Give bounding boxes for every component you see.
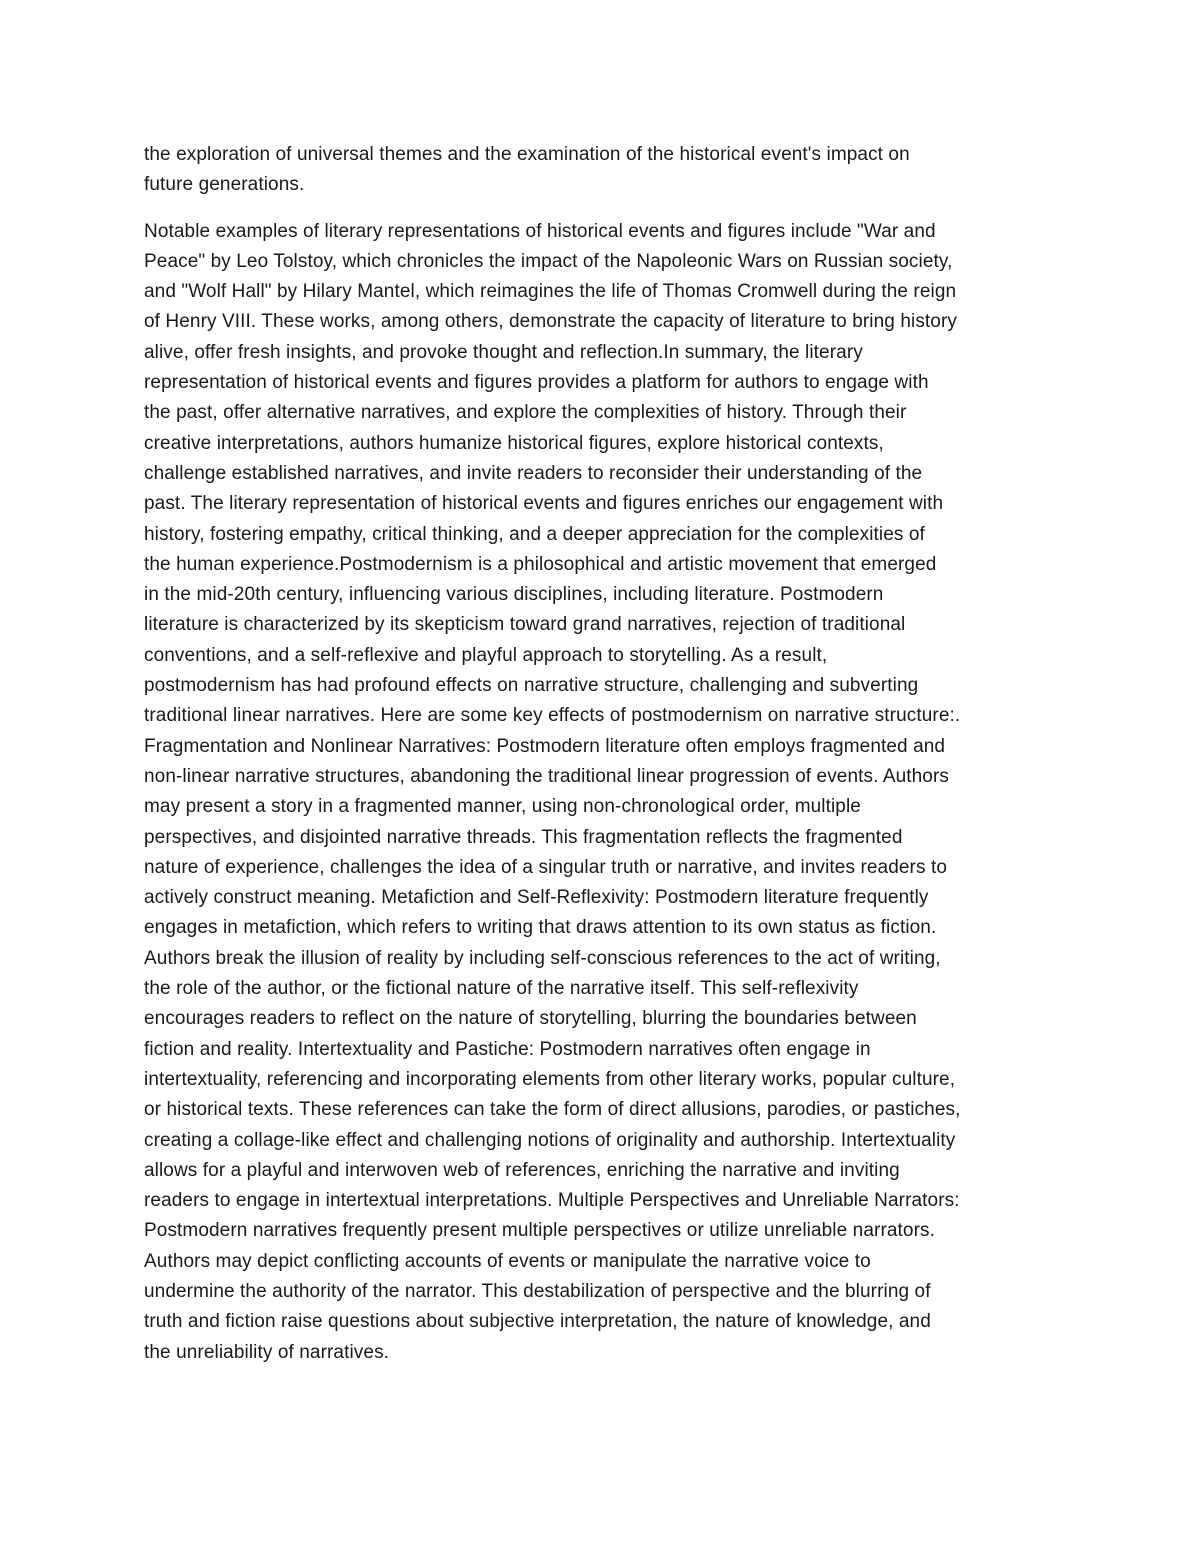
text-line: nature of experience, challenges the idea of a singular truth or narrative, and invites readers to [144,856,947,878]
text-line: Peace" by Leo Tolstoy, which chronicles the impact of the Napoleonic Wars on Russian society, [144,250,953,272]
text-line: postmodernism has had profound effects on narrative structure, challenging and subverting [144,675,919,697]
text-line: may present a story in a fragmented manner, using non-chronological order, multiple [144,796,861,818]
text-line: creating a collage-like effect and challenging notions of originality and authorship. Intertextuality [144,1129,956,1151]
text-line: challenge established narratives, and invite readers to reconsider their understanding of the [144,462,923,484]
text-line: of Henry VIII. These works, among others, demonstrate the capacity of literature to bring history [144,311,958,333]
text-line: conventions, and a self-reflexive and playful approach to storytelling. As a result, [144,644,828,666]
text-line: allows for a playful and interwoven web of references, enriching the narrative and inviting [144,1159,900,1181]
text-line: actively construct meaning. Metafiction and Self-Reflexivity: Postmodern literature frequently [144,887,929,909]
text-line: undermine the authority of the narrator. This destabilization of perspective and the blurring of [144,1280,931,1302]
text-line: in the mid-20th century, influencing various disciplines, including literature. Postmodern [144,584,884,606]
text-line: Fragmentation and Nonlinear Narratives: Postmodern literature often employs fragmented and [144,735,946,757]
paragraph-main [144,217,1056,1368]
text-line: fiction and reality. Intertextuality and Pastiche: Postmodern narratives often engage in [144,1038,871,1060]
text-line: truth and fiction raise questions about subjective interpretation, the nature of knowledge, and [144,1311,931,1333]
text-line: engages in metafiction, which refers to writing that draws attention to its own status as fiction. [144,917,937,939]
text-line: the human experience.Postmodernism is a philosophical and artistic movement that emerged [144,553,937,575]
document-body [144,140,1056,1368]
text-line: representation of historical events and figures provides a platform for authors to engage with [144,372,929,394]
text-line: Authors may depict conflicting accounts of events or manipulate the narrative voice to [144,1250,871,1272]
text-line: readers to engage in intertextual interpretations. Multiple Perspectives and Unreliable Narrators: [144,1190,960,1212]
text-line: Authors break the illusion of reality by including self-conscious references to the act of writing, [144,947,941,969]
text-line: history, fostering empathy, critical thinking, and a deeper appreciation for the complexities of [144,523,925,545]
text-line: and "Wolf Hall" by Hilary Mantel, which reimagines the life of Thomas Cromwell during the reign [144,281,957,303]
text-line: or historical texts. These references can take the form of direct allusions, parodies, or pastiches, [144,1099,961,1121]
text-line: the exploration of universal themes and the examination of the historical event's impact on [144,144,910,165]
text-line: intertextuality, referencing and incorporating elements from other literary works, popular culture, [144,1068,956,1090]
text-line: future generations. [144,174,305,196]
text-line: the unreliability of narratives. [144,1341,390,1363]
text-line: traditional linear narratives. Here are some key effects of postmodernism on narrative structure:. [144,705,961,727]
paragraph-continuation [144,140,1056,201]
text-line: creative interpretations, authors humanize historical figures, explore historical contexts, [144,432,884,454]
text-line: Notable examples of literary representations of historical events and figures include "War and [144,220,936,242]
text-line: the role of the author, or the fictional nature of the narrative itself. This self-reflexivity [144,978,859,1000]
text-line: Postmodern narratives frequently present multiple perspectives or utilize unreliable narrators. [144,1220,935,1242]
text-line: non-linear narrative structures, abandoning the traditional linear progression of events. Authors [144,765,949,787]
text-line: past. The literary representation of historical events and figures enriches our engagement with [144,493,944,515]
text-line: perspectives, and disjointed narrative threads. This fragmentation reflects the fragmented [144,826,903,848]
text-line: alive, offer fresh insights, and provoke thought and reflection.In summary, the literary [144,341,863,363]
text-line: encourages readers to reflect on the nature of storytelling, blurring the boundaries between [144,1008,917,1030]
text-line: literature is characterized by its skepticism toward grand narratives, rejection of traditional [144,614,906,636]
text-line: the past, offer alternative narratives, and explore the complexities of history. Through their [144,402,907,424]
